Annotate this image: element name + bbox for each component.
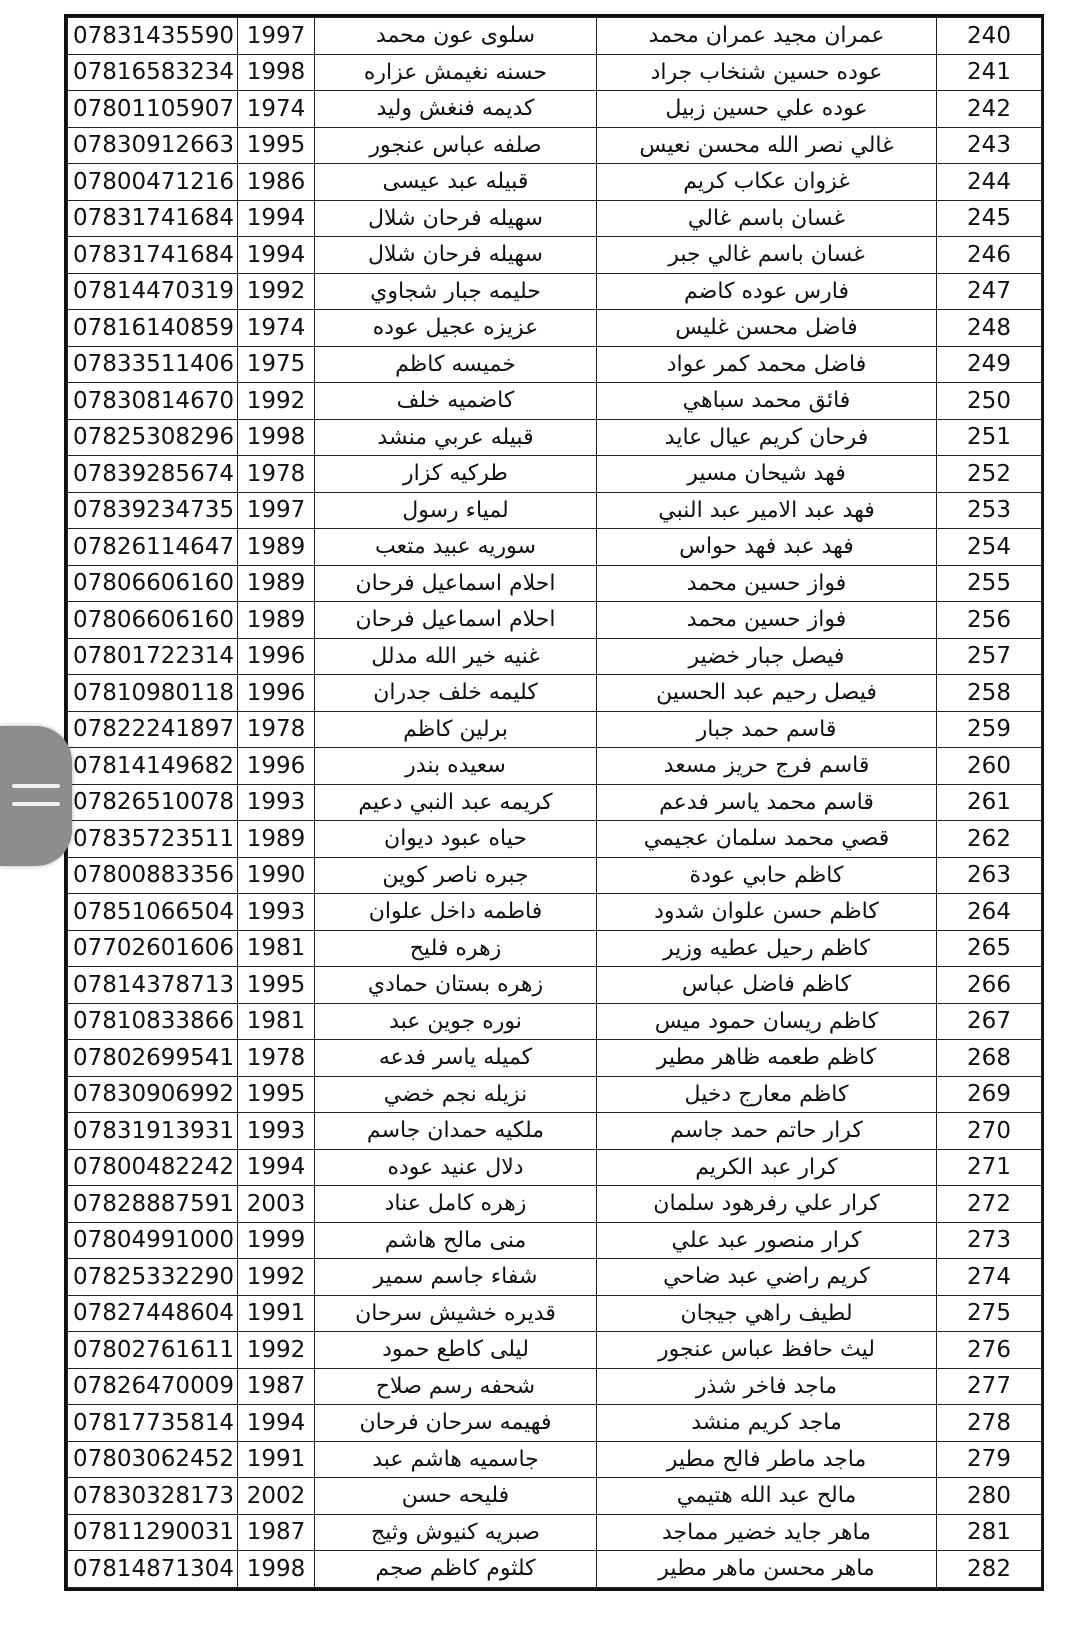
mother-name-cell: ليلى كاطع حمود	[315, 1332, 597, 1369]
table-row	[68, 273, 1042, 310]
row-number-cell: 252	[937, 456, 1042, 493]
birth-year-cell: 1997	[238, 492, 315, 529]
birth-year-cell: 1994	[238, 1405, 315, 1442]
mother-name-cell: احلام اسماعيل فرحان	[315, 565, 597, 602]
birth-year-cell: 2003	[238, 1186, 315, 1223]
phone-cell: 07826114647	[68, 529, 238, 566]
phone-cell: 07826510078	[68, 784, 238, 821]
birth-year-cell: 1999	[238, 1222, 315, 1259]
full-name-cell: فهد شيحان مسير	[597, 456, 937, 493]
full-name-cell: ليث حافظ عباس عنجور	[597, 1332, 937, 1369]
row-number-cell: 279	[937, 1441, 1042, 1478]
table-row	[68, 602, 1042, 639]
full-name-cell: فيصل رحيم عبد الحسين	[597, 675, 937, 712]
full-name-cell: كرار عبد الكريم	[597, 1149, 937, 1186]
full-name-cell: كرار حاتم حمد جاسم	[597, 1113, 937, 1150]
phone-cell: 07817735814	[68, 1405, 238, 1442]
row-number-cell: 260	[937, 748, 1042, 785]
birth-year-cell: 1995	[238, 1076, 315, 1113]
birth-year-cell: 1997	[238, 18, 315, 55]
table-row	[68, 164, 1042, 201]
birth-year-cell: 1974	[238, 310, 315, 347]
row-number-cell: 245	[937, 200, 1042, 237]
full-name-cell: كاظم ريسان حمود ميس	[597, 1003, 937, 1040]
row-number-cell: 249	[937, 346, 1042, 383]
phone-cell: 07835723511	[68, 821, 238, 858]
birth-year-cell: 1993	[238, 1113, 315, 1150]
table-row	[68, 1113, 1042, 1150]
birth-year-cell: 1978	[238, 456, 315, 493]
row-number-cell: 275	[937, 1295, 1042, 1332]
mother-name-cell: جبره ناصر كوين	[315, 857, 597, 894]
row-number-cell: 281	[937, 1514, 1042, 1551]
row-number-cell: 264	[937, 894, 1042, 931]
table-row	[68, 310, 1042, 347]
table-row	[68, 1295, 1042, 1332]
phone-cell: 07831913931	[68, 1113, 238, 1150]
phone-cell: 07810833866	[68, 1003, 238, 1040]
mother-name-cell: فاطمه داخل علوان	[315, 894, 597, 931]
birth-year-cell: 1978	[238, 711, 315, 748]
birth-year-cell: 1975	[238, 346, 315, 383]
mother-name-cell: عزيزه عجيل عوده	[315, 310, 597, 347]
birth-year-cell: 1978	[238, 1040, 315, 1077]
full-name-cell: ماجد فاخر شذر	[597, 1368, 937, 1405]
phone-cell: 07801722314	[68, 638, 238, 675]
row-number-cell: 262	[937, 821, 1042, 858]
full-name-cell: مالح عبد الله هتيمي	[597, 1478, 937, 1515]
full-name-cell: كاظم رحيل عطيه وزير	[597, 930, 937, 967]
phone-cell: 07804991000	[68, 1222, 238, 1259]
row-number-cell: 258	[937, 675, 1042, 712]
table-row	[68, 1003, 1042, 1040]
table-row	[68, 638, 1042, 675]
row-number-cell: 244	[937, 164, 1042, 201]
mother-name-cell: حليمه جبار شجاوي	[315, 273, 597, 310]
row-number-cell: 251	[937, 419, 1042, 456]
mother-name-cell: شفاء جاسم سمير	[315, 1259, 597, 1296]
birth-year-cell: 1974	[238, 91, 315, 128]
full-name-cell: ماجد كريم منشد	[597, 1405, 937, 1442]
birth-year-cell: 1992	[238, 1259, 315, 1296]
mother-name-cell: قديره خشيش سرحان	[315, 1295, 597, 1332]
birth-year-cell: 1996	[238, 675, 315, 712]
birth-year-cell: 1989	[238, 602, 315, 639]
full-name-cell: قاسم محمد ياسر فدعم	[597, 784, 937, 821]
phone-cell: 07806606160	[68, 602, 238, 639]
row-number-cell: 269	[937, 1076, 1042, 1113]
full-name-cell: فهد عبد الامير عبد النبي	[597, 492, 937, 529]
phone-cell: 07827448604	[68, 1295, 238, 1332]
full-name-cell: غسان باسم غالي	[597, 200, 937, 237]
phone-cell: 07801105907	[68, 91, 238, 128]
phone-cell: 07814378713	[68, 967, 238, 1004]
mother-name-cell: ملكيه حمدان جاسم	[315, 1113, 597, 1150]
table-row	[68, 821, 1042, 858]
mother-name-cell: طركيه كزار	[315, 456, 597, 493]
table-row	[68, 1040, 1042, 1077]
table-row	[68, 1368, 1042, 1405]
phone-cell: 07828887591	[68, 1186, 238, 1223]
row-number-cell: 240	[937, 18, 1042, 55]
table-row	[68, 930, 1042, 967]
birth-year-cell: 1990	[238, 857, 315, 894]
mother-name-cell: سهيله فرحان شلال	[315, 237, 597, 274]
row-number-cell: 242	[937, 91, 1042, 128]
table-row	[68, 1259, 1042, 1296]
phone-cell: 07814149682	[68, 748, 238, 785]
table-row	[68, 18, 1042, 55]
birth-year-cell: 1992	[238, 1332, 315, 1369]
mother-name-cell: قبيله عربي منشد	[315, 419, 597, 456]
row-number-cell: 263	[937, 857, 1042, 894]
phone-cell: 07802699541	[68, 1040, 238, 1077]
full-name-cell: عوده حسين شنخاب جراد	[597, 54, 937, 91]
row-number-cell: 257	[937, 638, 1042, 675]
row-number-cell: 247	[937, 273, 1042, 310]
full-name-cell: ماهر محسن ماهر مطير	[597, 1551, 937, 1588]
full-name-cell: غالي نصر الله محسن نعيس	[597, 127, 937, 164]
table-row	[68, 1441, 1042, 1478]
records-sheet	[64, 14, 1044, 1591]
table-row	[68, 1186, 1042, 1223]
mother-name-cell: حياه عبود ديوان	[315, 821, 597, 858]
full-name-cell: عمران مجيد عمران محمد	[597, 18, 937, 55]
row-number-cell: 254	[937, 529, 1042, 566]
mother-name-cell: نوره جوين عبد	[315, 1003, 597, 1040]
row-number-cell: 278	[937, 1405, 1042, 1442]
mother-name-cell: جاسميه هاشم عبد	[315, 1441, 597, 1478]
full-name-cell: كرار منصور عبد علي	[597, 1222, 937, 1259]
phone-cell: 07810980118	[68, 675, 238, 712]
mother-name-cell: منى مالح هاشم	[315, 1222, 597, 1259]
table-row	[68, 1551, 1042, 1588]
phone-cell: 07825308296	[68, 419, 238, 456]
birth-year-cell: 1981	[238, 930, 315, 967]
birth-year-cell: 1991	[238, 1441, 315, 1478]
phone-cell: 07816140859	[68, 310, 238, 347]
table-row	[68, 565, 1042, 602]
phone-cell: 07830328173	[68, 1478, 238, 1515]
phone-cell: 07800883356	[68, 857, 238, 894]
table-row	[68, 1478, 1042, 1515]
row-number-cell: 280	[937, 1478, 1042, 1515]
birth-year-cell: 1993	[238, 784, 315, 821]
birth-year-cell: 1995	[238, 967, 315, 1004]
row-number-cell: 253	[937, 492, 1042, 529]
birth-year-cell: 1998	[238, 1551, 315, 1588]
phone-cell: 07830906992	[68, 1076, 238, 1113]
mother-name-cell: كديمه فنغش وليد	[315, 91, 597, 128]
full-name-cell: غزوان عكاب كريم	[597, 164, 937, 201]
full-name-cell: فواز حسين محمد	[597, 565, 937, 602]
row-number-cell: 271	[937, 1149, 1042, 1186]
birth-year-cell: 1996	[238, 748, 315, 785]
phone-cell: 07831741684	[68, 237, 238, 274]
mother-name-cell: كاضميه خلف	[315, 383, 597, 420]
birth-year-cell: 1998	[238, 54, 315, 91]
birth-year-cell: 1991	[238, 1295, 315, 1332]
full-name-cell: كاظم حسن علوان شدود	[597, 894, 937, 931]
full-name-cell: كرار علي رفرهود سلمان	[597, 1186, 937, 1223]
table-row	[68, 1405, 1042, 1442]
row-number-cell: 261	[937, 784, 1042, 821]
row-number-cell: 274	[937, 1259, 1042, 1296]
records-table	[67, 17, 1042, 1588]
row-number-cell: 256	[937, 602, 1042, 639]
table-row	[68, 1149, 1042, 1186]
row-number-cell: 273	[937, 1222, 1042, 1259]
table-row	[68, 492, 1042, 529]
full-name-cell: فائق محمد سباهي	[597, 383, 937, 420]
birth-year-cell: 1989	[238, 529, 315, 566]
table-row	[68, 967, 1042, 1004]
mother-name-cell: كليمه خلف جدران	[315, 675, 597, 712]
mother-name-cell: غنيه خير الله مدلل	[315, 638, 597, 675]
full-name-cell: عوده علي حسين زبيل	[597, 91, 937, 128]
phone-cell: 07816583234	[68, 54, 238, 91]
records-table-body	[68, 18, 1042, 1588]
table-row	[68, 1332, 1042, 1369]
phone-cell: 07831741684	[68, 200, 238, 237]
full-name-cell: كاظم حابي عودة	[597, 857, 937, 894]
mother-name-cell: شحفه رسم صلاح	[315, 1368, 597, 1405]
birth-year-cell: 1987	[238, 1368, 315, 1405]
phone-cell: 07839234735	[68, 492, 238, 529]
full-name-cell: فاضل محسن غليس	[597, 310, 937, 347]
birth-year-cell: 1994	[238, 200, 315, 237]
phone-cell: 07831435590	[68, 18, 238, 55]
phone-cell: 07833511406	[68, 346, 238, 383]
birth-year-cell: 2002	[238, 1478, 315, 1515]
full-name-cell: غسان باسم غالي جبر	[597, 237, 937, 274]
full-name-cell: كريم راضي عبد ضاحي	[597, 1259, 937, 1296]
birth-year-cell: 1992	[238, 383, 315, 420]
phone-cell: 07800482242	[68, 1149, 238, 1186]
mother-name-cell: برلين كاظم	[315, 711, 597, 748]
full-name-cell: كاظم طعمه ظاهر مطير	[597, 1040, 937, 1077]
mother-name-cell: صلفه عباس عنجور	[315, 127, 597, 164]
phone-cell: 07806606160	[68, 565, 238, 602]
table-row	[68, 894, 1042, 931]
mother-name-cell: فهيمه سرحان فرحان	[315, 1405, 597, 1442]
phone-cell: 07851066504	[68, 894, 238, 931]
table-row	[68, 127, 1042, 164]
mother-name-cell: حسنه نغيمش عزاره	[315, 54, 597, 91]
side-panel-handle[interactable]	[0, 726, 72, 866]
mother-name-cell: زهره فليح	[315, 930, 597, 967]
row-number-cell: 259	[937, 711, 1042, 748]
mother-name-cell: كلثوم كاظم صجم	[315, 1551, 597, 1588]
row-number-cell: 266	[937, 967, 1042, 1004]
table-row	[68, 346, 1042, 383]
row-number-cell: 243	[937, 127, 1042, 164]
row-number-cell: 267	[937, 1003, 1042, 1040]
mother-name-cell: احلام اسماعيل فرحان	[315, 602, 597, 639]
mother-name-cell: خميسه كاظم	[315, 346, 597, 383]
table-row	[68, 200, 1042, 237]
table-row	[68, 1514, 1042, 1551]
mother-name-cell: زهره بستان حمادي	[315, 967, 597, 1004]
birth-year-cell: 1989	[238, 821, 315, 858]
table-row	[68, 711, 1042, 748]
full-name-cell: فهد عبد فهد حواس	[597, 529, 937, 566]
mother-name-cell: كميله ياسر فدعه	[315, 1040, 597, 1077]
full-name-cell: ماجد ماطر فالح مطير	[597, 1441, 937, 1478]
row-number-cell: 268	[937, 1040, 1042, 1077]
birth-year-cell: 1996	[238, 638, 315, 675]
phone-cell: 07814470319	[68, 273, 238, 310]
birth-year-cell: 1998	[238, 419, 315, 456]
mother-name-cell: زهره كامل عناد	[315, 1186, 597, 1223]
phone-cell: 07839285674	[68, 456, 238, 493]
mother-name-cell: نزيله نجم خضي	[315, 1076, 597, 1113]
table-row	[68, 54, 1042, 91]
mother-name-cell: صبريه كنيوش وثيج	[315, 1514, 597, 1551]
table-row	[68, 419, 1042, 456]
full-name-cell: كاظم معارج دخيل	[597, 1076, 937, 1113]
mother-name-cell: سلوى عون محمد	[315, 18, 597, 55]
phone-cell: 07814871304	[68, 1551, 238, 1588]
row-number-cell: 282	[937, 1551, 1042, 1588]
table-row	[68, 748, 1042, 785]
row-number-cell: 276	[937, 1332, 1042, 1369]
row-number-cell: 270	[937, 1113, 1042, 1150]
mother-name-cell: كريمه عبد النبي دعيم	[315, 784, 597, 821]
table-row	[68, 1222, 1042, 1259]
birth-year-cell: 1995	[238, 127, 315, 164]
full-name-cell: قصي محمد سلمان عجيمي	[597, 821, 937, 858]
full-name-cell: لطيف راهي جيجان	[597, 1295, 937, 1332]
table-row	[68, 1076, 1042, 1113]
phone-cell: 07800471216	[68, 164, 238, 201]
table-row	[68, 456, 1042, 493]
birth-year-cell: 1992	[238, 273, 315, 310]
birth-year-cell: 1981	[238, 1003, 315, 1040]
full-name-cell: قاسم حمد جبار	[597, 711, 937, 748]
full-name-cell: ماهر جايد خضير مماجد	[597, 1514, 937, 1551]
full-name-cell: فارس عوده كاضم	[597, 273, 937, 310]
full-name-cell: فيصل جبار خضير	[597, 638, 937, 675]
birth-year-cell: 1986	[238, 164, 315, 201]
table-row	[68, 857, 1042, 894]
mother-name-cell: سهيله فرحان شلال	[315, 200, 597, 237]
birth-year-cell: 1989	[238, 565, 315, 602]
table-row	[68, 675, 1042, 712]
table-row	[68, 237, 1042, 274]
table-row	[68, 383, 1042, 420]
phone-cell: 07830814670	[68, 383, 238, 420]
phone-cell: 07811290031	[68, 1514, 238, 1551]
table-row	[68, 529, 1042, 566]
table-row	[68, 784, 1042, 821]
phone-cell: 07803062452	[68, 1441, 238, 1478]
row-number-cell: 250	[937, 383, 1042, 420]
full-name-cell: فرحان كريم عيال عايد	[597, 419, 937, 456]
row-number-cell: 241	[937, 54, 1042, 91]
phone-cell: 07826470009	[68, 1368, 238, 1405]
phone-cell: 07822241897	[68, 711, 238, 748]
row-number-cell: 277	[937, 1368, 1042, 1405]
row-number-cell: 265	[937, 930, 1042, 967]
full-name-cell: فاضل محمد كمر عواد	[597, 346, 937, 383]
mother-name-cell: دلال عنيد عوده	[315, 1149, 597, 1186]
row-number-cell: 272	[937, 1186, 1042, 1223]
phone-cell: 07830912663	[68, 127, 238, 164]
birth-year-cell: 1987	[238, 1514, 315, 1551]
row-number-cell: 246	[937, 237, 1042, 274]
full-name-cell: كاظم فاضل عباس	[597, 967, 937, 1004]
phone-cell: 07802761611	[68, 1332, 238, 1369]
mother-name-cell: لمياء رسول	[315, 492, 597, 529]
birth-year-cell: 1994	[238, 1149, 315, 1186]
row-number-cell: 255	[937, 565, 1042, 602]
row-number-cell: 248	[937, 310, 1042, 347]
full-name-cell: فواز حسين محمد	[597, 602, 937, 639]
phone-cell: 07702601606	[68, 930, 238, 967]
full-name-cell: قاسم فرج حريز مسعد	[597, 748, 937, 785]
mother-name-cell: سوريه عبيد متعب	[315, 529, 597, 566]
table-row	[68, 91, 1042, 128]
birth-year-cell: 1993	[238, 894, 315, 931]
mother-name-cell: سعيده بندر	[315, 748, 597, 785]
mother-name-cell: فليحه حسن	[315, 1478, 597, 1515]
mother-name-cell: قبيله عبد عيسى	[315, 164, 597, 201]
birth-year-cell: 1994	[238, 237, 315, 274]
phone-cell: 07825332290	[68, 1259, 238, 1296]
